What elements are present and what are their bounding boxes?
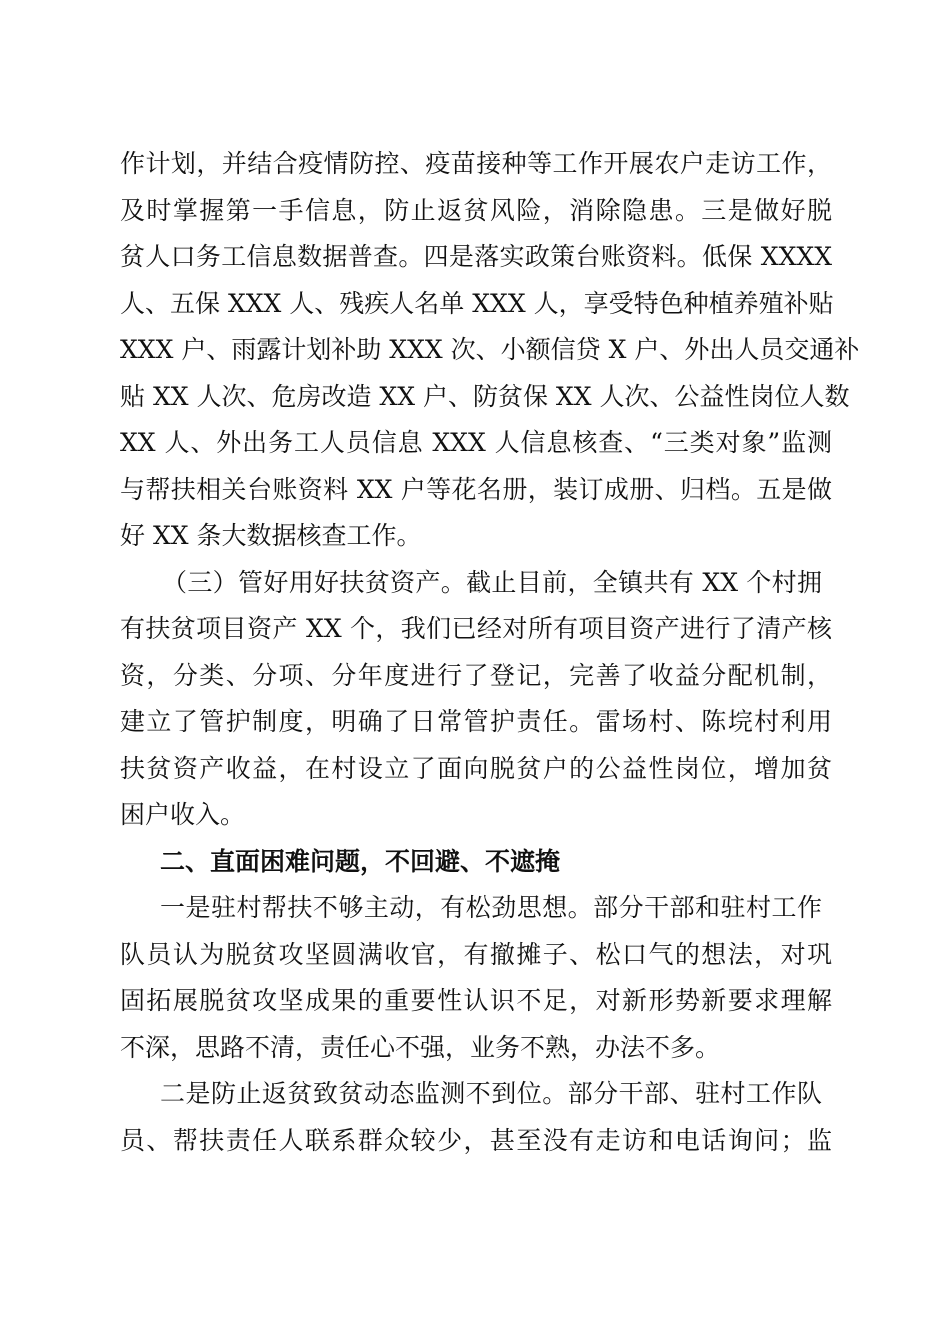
section-3-heading-line: （三）管好用好扶贫资产。截止目前，全镇共有 XX 个村拥 [162, 568, 822, 597]
paragraph-line: 建立了管护制度，明确了日常管护责任。雷场村、陈垸村利用 [120, 707, 832, 736]
paragraph-line: 贴 XX 人次、危房改造 XX 户、防贫保 XX 人次、公益性岗位人数 [120, 382, 850, 411]
paragraph-line: 有扶贫项目资产 XX 个，我们已经对所有项目资产进行了清产核 [120, 614, 832, 643]
paragraph-line: 与帮扶相关台账资料 XX 户等花名册，装订成册、归档。五是做 [120, 475, 832, 504]
paragraph-line: 作计划，并结合疫情防控、疫苗接种等工作开展农户走访工作， [120, 149, 832, 178]
paragraph-line: 队员认为脱贫攻坚圆满收官，有撤摊子、松口气的想法，对巩 [120, 940, 832, 969]
paragraph-line: 好 XX 条大数据核查工作。 [120, 521, 422, 550]
paragraph-line: 不深，思路不清，责任心不强，业务不熟，办法不多。 [120, 1033, 721, 1062]
section-heading: 二、直面困难问题，不回避、不遮掩 [160, 847, 561, 876]
paragraph-line: 贫人口务工信息数据普查。四是落实政策台账资料。低保 XXXX [120, 242, 832, 271]
paragraph-line: 扶贫资产收益，在村设立了面向脱贫户的公益性岗位，增加贫 [120, 754, 832, 783]
paragraph-line: 人、五保 XXX 人、残疾人名单 XXX 人，享受特色种植养殖补贴 [120, 289, 834, 318]
paragraph-line: 一是驻村帮扶不够主动，有松劲思想。部分干部和驻村工作 [160, 893, 822, 922]
paragraph-line: XX 人、外出务工人员信息 XXX 人信息核查、“三类对象”监测 [120, 428, 832, 457]
paragraph-line: 固拓展脱贫攻坚成果的重要性认识不足，对新形势新要求理解 [120, 986, 832, 1015]
paragraph-line: 员、帮扶责任人联系群众较少，甚至没有走访和电话询问；监 [120, 1126, 832, 1155]
paragraph-line: 资，分类、分项、分年度进行了登记，完善了收益分配机制， [120, 661, 832, 690]
paragraph-line: 及时掌握第一手信息，防止返贫风险，消除隐患。三是做好脱 [120, 196, 832, 225]
paragraph-line: 二是防止返贫致贫动态监测不到位。部分干部、驻村工作队 [160, 1079, 822, 1108]
paragraph-line: XXX 户、雨露计划补助 XXX 次、小额信贷 X 户、外出人员交通补 [120, 335, 860, 364]
paragraph-line: 困户收入。 [120, 800, 246, 829]
